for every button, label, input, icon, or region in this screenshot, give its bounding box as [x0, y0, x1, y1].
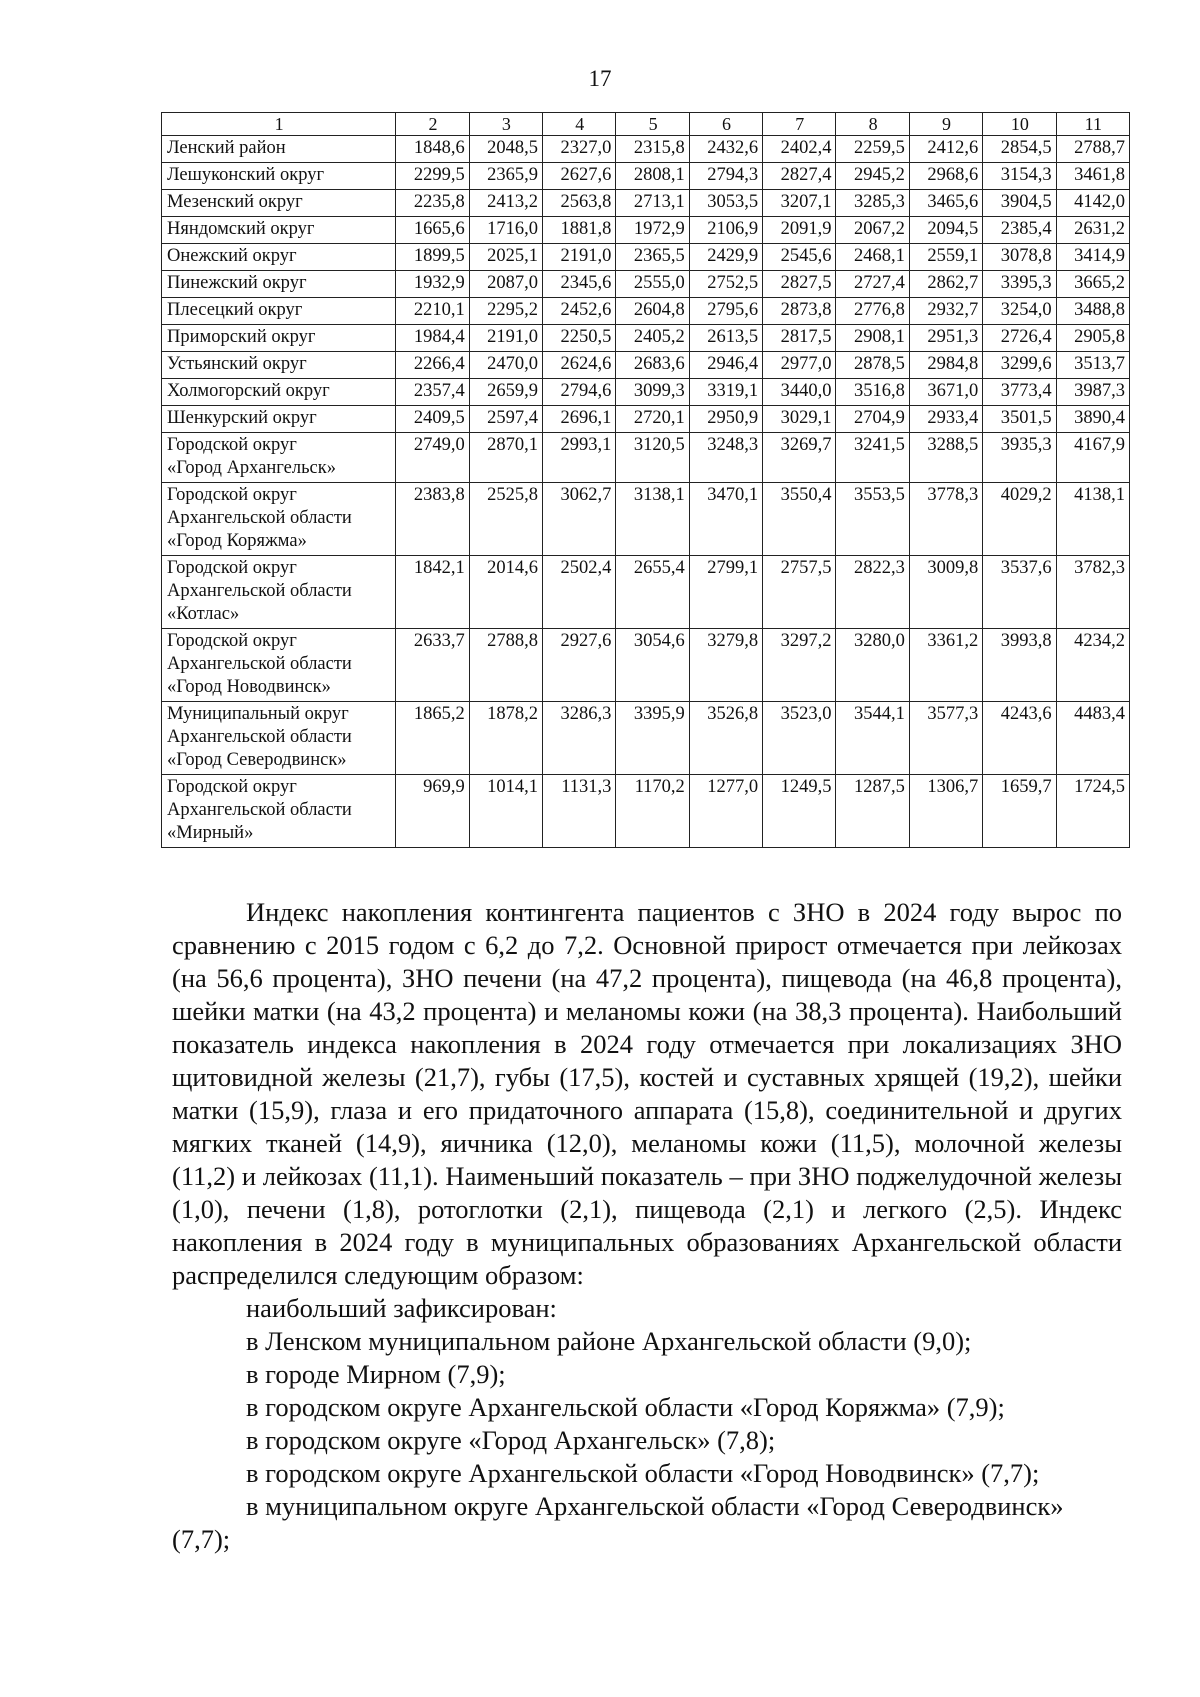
table-cell: 3053,5: [689, 190, 762, 217]
table-cell: 3550,4: [763, 483, 836, 556]
column-header: 4: [543, 113, 616, 136]
table-cell: 2235,8: [396, 190, 469, 217]
table-cell: 1277,0: [689, 775, 762, 848]
territory-name: [162, 483, 396, 556]
column-header: 6: [689, 113, 762, 136]
table-cell: 2345,6: [543, 271, 616, 298]
table-cell: 3987,3: [1056, 379, 1129, 406]
territory-name-line: Архангельской области: [167, 581, 352, 601]
table-cell: 2365,5: [616, 244, 689, 271]
table-cell: 1881,8: [543, 217, 616, 244]
table-cell: 1306,7: [909, 775, 982, 848]
territory-name: Няндомский округ: [162, 217, 396, 244]
table-cell: 2945,2: [836, 163, 909, 190]
table-cell: 2726,4: [983, 325, 1056, 352]
table-row: [162, 775, 1130, 848]
territory-name-line: Архангельской области: [167, 800, 352, 820]
table-cell: 3395,9: [616, 702, 689, 775]
table-body: [162, 136, 1130, 848]
table-cell: 1878,2: [469, 702, 542, 775]
table-cell: 2873,8: [763, 298, 836, 325]
table-cell: 2091,9: [763, 217, 836, 244]
table-cell: 2808,1: [616, 163, 689, 190]
table-cell: 2106,9: [689, 217, 762, 244]
table-cell: 3904,5: [983, 190, 1056, 217]
table-row: [162, 325, 1130, 352]
territory-name-line: «Котлас»: [167, 604, 240, 624]
table-row: [162, 433, 1130, 483]
table-cell: 2817,5: [763, 325, 836, 352]
table-cell: 3279,8: [689, 629, 762, 702]
table-row: [162, 702, 1130, 775]
table-cell: 2357,4: [396, 379, 469, 406]
territory-name-line: «Город Коряжма»: [167, 531, 307, 551]
table-row: [162, 136, 1130, 163]
table-cell: 1249,5: [763, 775, 836, 848]
table-cell: 2827,4: [763, 163, 836, 190]
page-number: 17: [588, 66, 612, 91]
table-row: [162, 629, 1130, 702]
table-cell: 2385,4: [983, 217, 1056, 244]
territory-name: [162, 629, 396, 702]
territory-name: Пинежский округ: [162, 271, 396, 298]
table-cell: 2704,9: [836, 406, 909, 433]
table-cell: 2794,3: [689, 163, 762, 190]
table-cell: 3285,3: [836, 190, 909, 217]
table-cell: 3935,3: [983, 433, 1056, 483]
table-cell: 2977,0: [763, 352, 836, 379]
table-cell: 3488,8: [1056, 298, 1129, 325]
table-cell: 2822,3: [836, 556, 909, 629]
table-cell: 2993,1: [543, 433, 616, 483]
main-paragraph: Индекс накопления контингента пациентов с ЗНО в 2024 году вырос по сравнению с 2015 годом с 6,2 до 7,2. Основной прирост отмечается при лейкозах (на 56,6 процента), ЗНО печени (на 47,2 процента), пищевода (на 46,8 процента), шейки матки (на 43,2 процента) и меланомы кожи (на 38,3 процента). Наибольший показатель индекса накопления в 2024 году отмечается при локализациях ЗНО щитовидной железы (21,7), губы (17,5), костей и суставных хрящей (19,2), шейки матки (15,9), глаза и его придаточного аппарата (15,8), соединительной и других мягких тканей (14,9), яичника (12,0), меланомы кожи (11,5), молочной железы (11,2) и лейкозах (11,1). Наименьший показатель – при ЗНО поджелудочной железы (1,0), печени (1,8), ротоглотки (2,1), пищевода (2,1) и легкого (2,5). Индекс накопления в 2024 году в муниципальных образованиях Архангельской области распределился следующим образом:: [172, 897, 1122, 1290]
territory-name: Лешуконский округ: [162, 163, 396, 190]
table-row: [162, 217, 1130, 244]
table-cell: 3395,3: [983, 271, 1056, 298]
table-cell: 1014,1: [469, 775, 542, 848]
table-cell: 3286,3: [543, 702, 616, 775]
table-cell: 3470,1: [689, 483, 762, 556]
table-cell: 2409,5: [396, 406, 469, 433]
territory-name-line: Городской округ: [167, 435, 297, 455]
territory-name: Устьянский округ: [162, 352, 396, 379]
column-header: 10: [983, 113, 1056, 136]
table-cell: 2413,2: [469, 190, 542, 217]
table-cell: 3297,2: [763, 629, 836, 702]
territory-name: Холмогорский округ: [162, 379, 396, 406]
table-cell: 3288,5: [909, 433, 982, 483]
table-cell: 3361,2: [909, 629, 982, 702]
table-row: [162, 406, 1130, 433]
table-cell: 2210,1: [396, 298, 469, 325]
territory-name-line: «Мирный»: [167, 823, 254, 843]
list-item: в городском округе Архангельской области «Город Коряжма» (7,9);: [246, 1392, 1005, 1422]
table-cell: 4167,9: [1056, 433, 1129, 483]
table-cell: 2563,8: [543, 190, 616, 217]
table-cell: 1170,2: [616, 775, 689, 848]
table-cell: 2468,1: [836, 244, 909, 271]
table-cell: 3414,9: [1056, 244, 1129, 271]
list-item: в городском округе Архангельской области «Город Новодвинск» (7,7);: [246, 1458, 1040, 1488]
municipality-list: [172, 1292, 1122, 1556]
table-cell: 2365,9: [469, 163, 542, 190]
table-cell: 3513,7: [1056, 352, 1129, 379]
column-header: 2: [396, 113, 469, 136]
table-cell: 1131,3: [543, 775, 616, 848]
table-cell: 3544,1: [836, 702, 909, 775]
table-cell: 2776,8: [836, 298, 909, 325]
table-row: [162, 379, 1130, 406]
territory-name: Приморский округ: [162, 325, 396, 352]
table-cell: 2633,7: [396, 629, 469, 702]
table-cell: 3516,8: [836, 379, 909, 406]
table-header-row: [162, 113, 1130, 136]
territory-name-line: «Город Архангельск»: [167, 458, 336, 478]
table-cell: 1984,4: [396, 325, 469, 352]
table-cell: 969,9: [396, 775, 469, 848]
table-row: [162, 556, 1130, 629]
territory-name-line: Городской округ: [167, 485, 297, 505]
table-cell: 2727,4: [836, 271, 909, 298]
column-header: 9: [909, 113, 982, 136]
table-cell: 2624,6: [543, 352, 616, 379]
territory-name-line: Городской округ: [167, 631, 297, 651]
table-cell: 4234,2: [1056, 629, 1129, 702]
table-cell: 3099,3: [616, 379, 689, 406]
table-cell: 2087,0: [469, 271, 542, 298]
table-cell: 3241,5: [836, 433, 909, 483]
table-cell: 1287,5: [836, 775, 909, 848]
table-cell: 2799,1: [689, 556, 762, 629]
column-header: 8: [836, 113, 909, 136]
table-cell: 2452,6: [543, 298, 616, 325]
table-cell: 2862,7: [909, 271, 982, 298]
table-cell: 2788,8: [469, 629, 542, 702]
table-cell: 2946,4: [689, 352, 762, 379]
list-item: в городском округе «Город Архангельск» (7,8);: [246, 1425, 776, 1455]
table-cell: 3062,7: [543, 483, 616, 556]
territory-name: [162, 433, 396, 483]
table-cell: 2067,2: [836, 217, 909, 244]
incidence-table: [161, 112, 1130, 848]
table-cell: 2048,5: [469, 136, 542, 163]
table-cell: 3537,6: [983, 556, 1056, 629]
table-row: [162, 163, 1130, 190]
table-cell: 2984,8: [909, 352, 982, 379]
table-cell: 3280,0: [836, 629, 909, 702]
territory-name-line: Архангельской области: [167, 654, 352, 674]
table-cell: 2432,6: [689, 136, 762, 163]
territory-name: Мезенский округ: [162, 190, 396, 217]
table-row: [162, 190, 1130, 217]
table-cell: 2655,4: [616, 556, 689, 629]
table-cell: 3465,6: [909, 190, 982, 217]
table-cell: 4142,0: [1056, 190, 1129, 217]
table-cell: 3773,4: [983, 379, 1056, 406]
table-cell: 2429,9: [689, 244, 762, 271]
table-cell: 1932,9: [396, 271, 469, 298]
table-cell: 3526,8: [689, 702, 762, 775]
table-cell: 2683,6: [616, 352, 689, 379]
table-cell: 2559,1: [909, 244, 982, 271]
table-cell: 2315,8: [616, 136, 689, 163]
table-cell: 2627,6: [543, 163, 616, 190]
table-cell: 1842,1: [396, 556, 469, 629]
table-cell: 1659,7: [983, 775, 1056, 848]
table-cell: 3078,8: [983, 244, 1056, 271]
table-cell: 2908,1: [836, 325, 909, 352]
table-row: [162, 271, 1130, 298]
table-cell: 2470,0: [469, 352, 542, 379]
table-cell: 2597,4: [469, 406, 542, 433]
table-cell: 2757,5: [763, 556, 836, 629]
table-cell: 2927,6: [543, 629, 616, 702]
list-item: в городе Мирном (7,9);: [246, 1359, 506, 1389]
table-cell: 2545,6: [763, 244, 836, 271]
table-cell: 2259,5: [836, 136, 909, 163]
table-cell: 4483,4: [1056, 702, 1129, 775]
table-cell: 3577,3: [909, 702, 982, 775]
table-cell: 2266,4: [396, 352, 469, 379]
table-cell: 3553,5: [836, 483, 909, 556]
table-cell: 3207,1: [763, 190, 836, 217]
table-cell: 1665,6: [396, 217, 469, 244]
table-cell: 3778,3: [909, 483, 982, 556]
territory-name: [162, 702, 396, 775]
table-cell: 1972,9: [616, 217, 689, 244]
table-cell: 3269,7: [763, 433, 836, 483]
table-cell: 2295,2: [469, 298, 542, 325]
table-cell: 2794,6: [543, 379, 616, 406]
territory-name-line: Архангельской области: [167, 727, 352, 747]
territory-name: Онежский округ: [162, 244, 396, 271]
table-cell: 3054,6: [616, 629, 689, 702]
territory-name: Шенкурский округ: [162, 406, 396, 433]
territory-name: Ленский район: [162, 136, 396, 163]
table-cell: 3890,4: [1056, 406, 1129, 433]
column-header: 7: [763, 113, 836, 136]
table-cell: 1716,0: [469, 217, 542, 244]
table-cell: 3029,1: [763, 406, 836, 433]
list-item: наибольший зафиксирован:: [246, 1293, 557, 1323]
table-cell: 2525,8: [469, 483, 542, 556]
table-cell: 2795,6: [689, 298, 762, 325]
table-cell: 2327,0: [543, 136, 616, 163]
table-cell: 2932,7: [909, 298, 982, 325]
territory-name: [162, 775, 396, 848]
table-cell: 2383,8: [396, 483, 469, 556]
table-cell: 4243,6: [983, 702, 1056, 775]
table-cell: 2412,6: [909, 136, 982, 163]
body-text: [172, 896, 1122, 1556]
table-cell: 4138,1: [1056, 483, 1129, 556]
territory-name-line: Городской округ: [167, 777, 297, 797]
table-cell: 2094,5: [909, 217, 982, 244]
table-cell: 3523,0: [763, 702, 836, 775]
list-item: в Ленском муниципальном районе Архангельской области (9,0);: [246, 1326, 972, 1356]
table-cell: 2720,1: [616, 406, 689, 433]
table-cell: 2788,7: [1056, 136, 1129, 163]
table-cell: 2631,2: [1056, 217, 1129, 244]
table-cell: 2752,5: [689, 271, 762, 298]
table-cell: 2968,6: [909, 163, 982, 190]
table-cell: 2696,1: [543, 406, 616, 433]
table-cell: 3501,5: [983, 406, 1056, 433]
territory-name-line: «Город Северодвинск»: [167, 750, 347, 770]
territory-name: Плесецкий округ: [162, 298, 396, 325]
table-cell: 2613,5: [689, 325, 762, 352]
table-cell: 3440,0: [763, 379, 836, 406]
table-row: [162, 298, 1130, 325]
column-header: 5: [616, 113, 689, 136]
table-cell: 2405,2: [616, 325, 689, 352]
table-cell: 2951,3: [909, 325, 982, 352]
table-cell: 2854,5: [983, 136, 1056, 163]
territory-name-line: Муниципальный округ: [167, 704, 349, 724]
table-cell: 1724,5: [1056, 775, 1129, 848]
table-cell: 2555,0: [616, 271, 689, 298]
column-header: 1: [162, 113, 396, 136]
table-cell: 3319,1: [689, 379, 762, 406]
table-cell: 3993,8: [983, 629, 1056, 702]
table-cell: 3299,6: [983, 352, 1056, 379]
table-cell: 1865,2: [396, 702, 469, 775]
territory-name-line: Архангельской области: [167, 508, 352, 528]
table-cell: 3138,1: [616, 483, 689, 556]
table-cell: 2713,1: [616, 190, 689, 217]
table-cell: 2250,5: [543, 325, 616, 352]
table-cell: 3671,0: [909, 379, 982, 406]
table-row: [162, 483, 1130, 556]
table-cell: 2749,0: [396, 433, 469, 483]
table-cell: 3154,3: [983, 163, 1056, 190]
territory-name-line: «Город Новодвинск»: [167, 677, 331, 697]
table-cell: 2014,6: [469, 556, 542, 629]
table-cell: 3009,8: [909, 556, 982, 629]
table-cell: 3254,0: [983, 298, 1056, 325]
table-cell: 2025,1: [469, 244, 542, 271]
table-cell: 1848,6: [396, 136, 469, 163]
table-cell: 2402,4: [763, 136, 836, 163]
table-cell: 2878,5: [836, 352, 909, 379]
table-cell: 3248,3: [689, 433, 762, 483]
territory-name: [162, 556, 396, 629]
table-cell: 3782,3: [1056, 556, 1129, 629]
table-cell: 2502,4: [543, 556, 616, 629]
table-cell: 2933,4: [909, 406, 982, 433]
table-cell: 3461,8: [1056, 163, 1129, 190]
table-row: [162, 244, 1130, 271]
table-cell: 2905,8: [1056, 325, 1129, 352]
table-cell: 2299,5: [396, 163, 469, 190]
table-cell: 2191,0: [543, 244, 616, 271]
column-header: 3: [469, 113, 542, 136]
list-item: в муниципальном округе Архангельской области «Город Северодвинск» (7,7);: [172, 1491, 1064, 1554]
table-cell: 4029,2: [983, 483, 1056, 556]
table-cell: 2870,1: [469, 433, 542, 483]
table-cell: 2827,5: [763, 271, 836, 298]
table-cell: 3120,5: [616, 433, 689, 483]
table-cell: 2659,9: [469, 379, 542, 406]
table-row: [162, 352, 1130, 379]
table-cell: 2191,0: [469, 325, 542, 352]
column-header: 11: [1056, 113, 1129, 136]
table-cell: 2604,8: [616, 298, 689, 325]
territory-name-line: Городской округ: [167, 558, 297, 578]
table-cell: 1899,5: [396, 244, 469, 271]
table-cell: 2950,9: [689, 406, 762, 433]
table-cell: 3665,2: [1056, 271, 1129, 298]
